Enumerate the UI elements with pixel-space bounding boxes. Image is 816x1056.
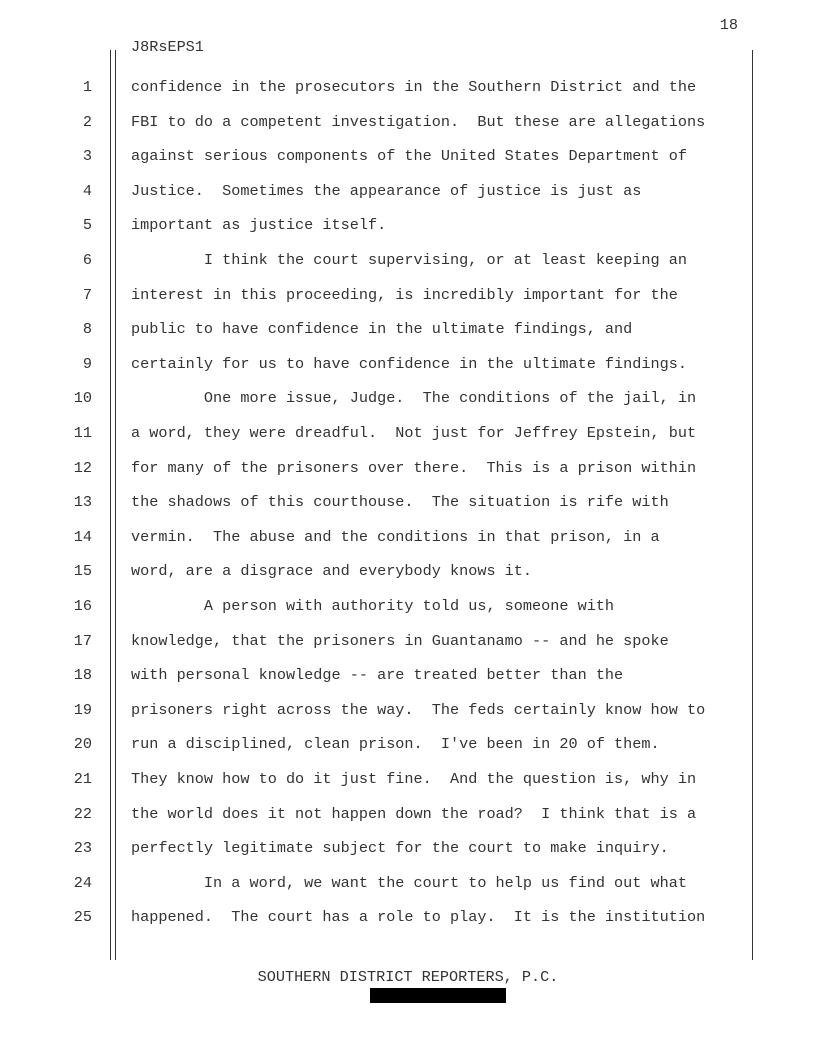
page-number: 18: [719, 16, 738, 34]
line-number: 15: [73, 562, 92, 581]
transcript-line: [0, 389, 816, 424]
line-number: 11: [73, 424, 92, 442]
line-text: They know how to do it just fine. And the question is, why in: [131, 770, 697, 788]
line-text: the shadows of this courthouse. The situation is rife with: [131, 493, 669, 512]
line-number: 4: [82, 181, 92, 200]
line-text: FBI to do a competent investigation. But these are allegations: [131, 112, 706, 131]
transcript-line: [0, 632, 816, 667]
line-text: A person with authority told us, someone with: [131, 597, 615, 615]
line-number: 19: [73, 700, 92, 719]
case-id: J8RsEPS1: [131, 38, 204, 56]
transcript-line: [0, 874, 816, 909]
line-text: prisoners right across the way. The feds certainly know how to: [131, 700, 706, 719]
line-number: 12: [73, 458, 92, 477]
line-number: 23: [73, 839, 92, 858]
transcript-line: [0, 562, 816, 597]
transcript-line: [0, 78, 816, 113]
line-text: word, are a disgrace and everybody knows it.: [131, 562, 533, 581]
line-number: 17: [73, 631, 92, 650]
line-number: 18: [73, 666, 92, 685]
transcript-line: [0, 805, 816, 840]
transcript-line: [0, 597, 816, 632]
line-number: 8: [82, 320, 92, 339]
transcript-line: [0, 839, 816, 874]
redaction-bar: [370, 988, 506, 1003]
line-number: 6: [82, 251, 92, 269]
transcript-line: [0, 424, 816, 459]
footer-reporter: SOUTHERN DISTRICT REPORTERS, P.C.: [257, 968, 559, 986]
line-number: 24: [73, 873, 92, 892]
transcript-line: [0, 735, 816, 770]
line-number: 16: [73, 597, 92, 615]
line-text: I think the court supervising, or at least keeping an: [131, 251, 687, 269]
line-text: public to have confidence in the ultimate findings, and: [131, 320, 633, 339]
line-text: for many of the prisoners over there. This is a prison within: [131, 458, 697, 477]
line-text: run a disciplined, clean prison. I've been in 20 of them.: [131, 735, 660, 754]
line-text: perfectly legitimate subject for the court to make inquiry.: [131, 839, 669, 858]
line-text: knowledge, that the prisoners in Guantanamo -- and he spoke: [131, 631, 669, 650]
line-text: important as justice itself.: [131, 216, 387, 235]
transcript-line: [0, 251, 816, 286]
transcript-line: [0, 908, 816, 943]
transcript-line: [0, 528, 816, 563]
transcript-line: [0, 216, 816, 251]
line-number: 14: [73, 527, 92, 546]
line-text: One more issue, Judge. The conditions of the jail, in: [131, 389, 697, 408]
line-text: vermin. The abuse and the conditions in that prison, in a: [131, 527, 660, 546]
line-number: 2: [82, 112, 92, 131]
line-number: 13: [73, 493, 92, 512]
line-number: 10: [73, 389, 92, 408]
line-number: 21: [73, 770, 92, 788]
line-number: 3: [82, 147, 92, 166]
line-number: 7: [82, 285, 92, 304]
transcript-line: [0, 493, 816, 528]
line-text: with personal knowledge -- are treated better than the: [131, 666, 624, 685]
line-text: interest in this proceeding, is incredibly important for the: [131, 285, 678, 304]
line-text: confidence in the prosecutors in the Southern District and the: [131, 78, 697, 96]
transcript-line: [0, 666, 816, 701]
line-text: happened. The court has a role to play. It is the institution: [131, 908, 706, 927]
transcript-line: [0, 459, 816, 494]
line-number: 20: [73, 735, 92, 754]
transcript-line: [0, 320, 816, 355]
line-number: 9: [82, 354, 92, 373]
line-text: In a word, we want the court to help us find out what: [131, 873, 687, 892]
transcript-line: [0, 286, 816, 321]
transcript-line: [0, 701, 816, 736]
line-text: the world does it not happen down the road? I think that is a: [131, 804, 697, 823]
line-number: 25: [73, 908, 92, 927]
transcript-line: [0, 355, 816, 390]
line-text: Justice. Sometimes the appearance of justice is just as: [131, 181, 642, 200]
line-text: certainly for us to have confidence in the ultimate findings.: [131, 354, 687, 373]
transcript-line: [0, 113, 816, 148]
line-text: a word, they were dreadful. Not just for Jeffrey Epstein, but: [131, 424, 697, 442]
line-text: against serious components of the United States Department of: [131, 147, 687, 166]
line-number: 5: [82, 216, 92, 235]
line-number: 1: [82, 78, 92, 96]
line-number: 22: [73, 804, 92, 823]
transcript-line: [0, 147, 816, 182]
transcript-line: [0, 182, 816, 217]
transcript-line: [0, 770, 816, 805]
